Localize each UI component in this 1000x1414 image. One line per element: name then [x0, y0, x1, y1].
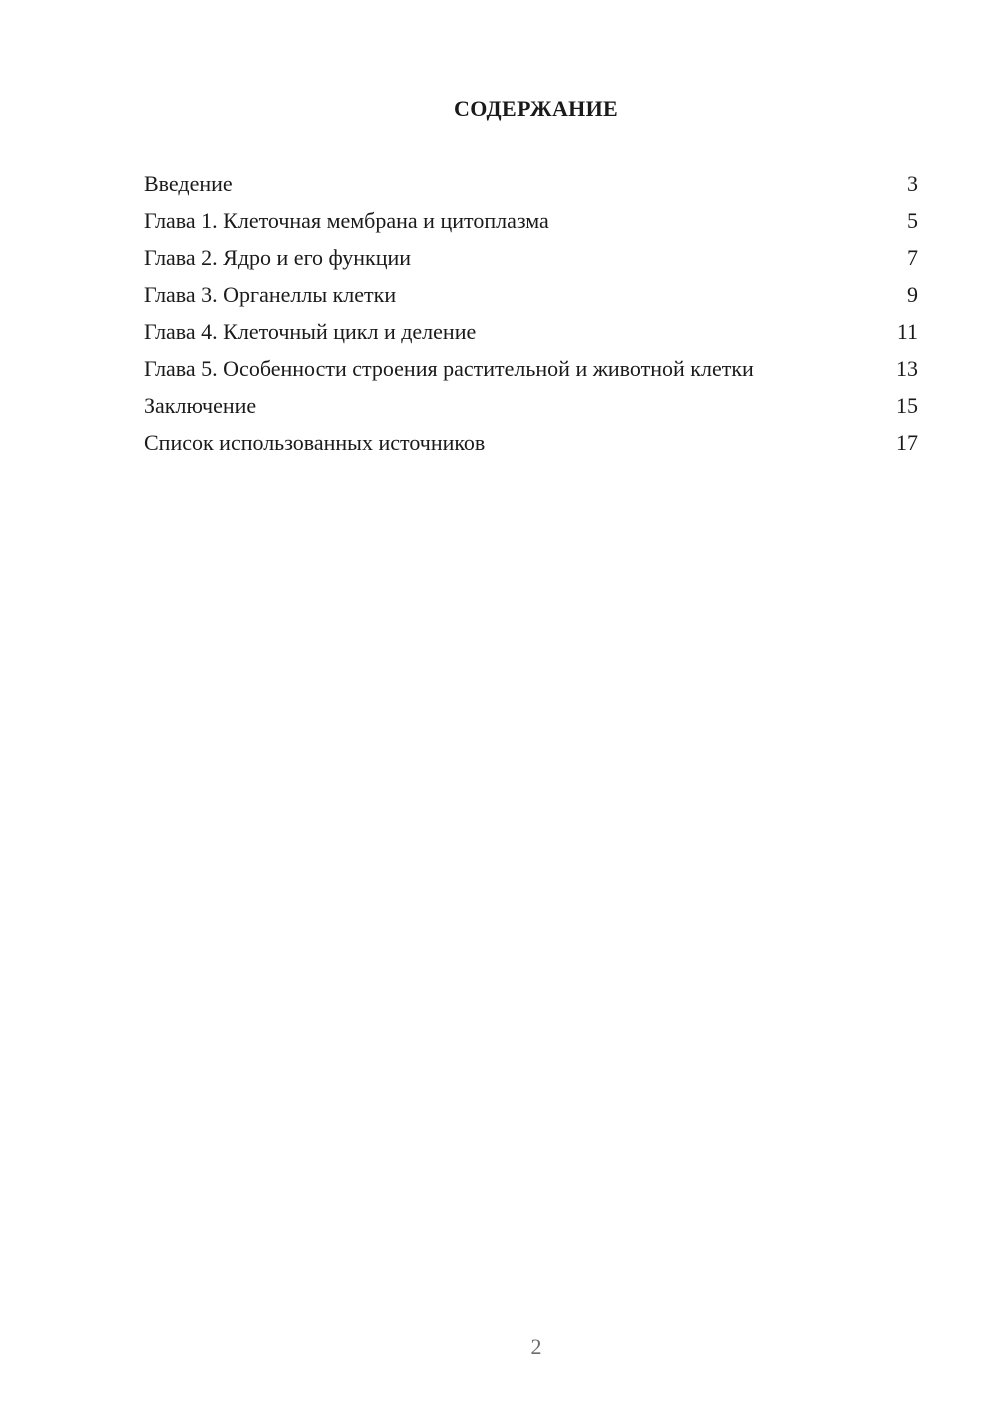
toc-entry-label: Список использованных источников: [144, 430, 486, 455]
toc-entry-page: 17: [896, 430, 918, 455]
toc-entry: [144, 281, 918, 309]
toc-entry-label: Глава 5. Особенности строения растительной и животной клетки: [144, 356, 754, 381]
toc-entry-label: Глава 2. Ядро и его функции: [144, 245, 412, 270]
toc-entry-page: 7: [907, 245, 918, 270]
toc-entry: [144, 429, 918, 457]
toc-entry: [144, 355, 918, 383]
toc-entry-page: 9: [907, 282, 918, 307]
toc-entry: [144, 170, 918, 198]
toc-entry-label: Глава 4. Клеточный цикл и деление: [144, 319, 477, 344]
toc-entry: [144, 207, 918, 235]
toc-entry-page: 5: [907, 208, 918, 233]
toc-entry-label: Глава 1. Клеточная мембрана и цитоплазма: [144, 208, 549, 233]
toc-entry-label: Глава 3. Органеллы клетки: [144, 282, 397, 307]
toc-entry: [144, 244, 918, 272]
toc-entry-label: Заключение: [144, 393, 257, 418]
toc-entry-label: Введение: [144, 171, 233, 196]
toc-entry-page: 11: [896, 319, 918, 344]
toc-entry-page: 15: [896, 393, 918, 418]
page-title: СОДЕРЖАНИЕ: [454, 96, 618, 121]
table-of-contents: [144, 170, 918, 466]
toc-entry-page: 13: [896, 356, 918, 381]
toc-entry-page: 3: [907, 171, 918, 196]
toc-entry: [144, 392, 918, 420]
toc-entry: [144, 318, 918, 346]
page-number: 2: [530, 1334, 542, 1359]
